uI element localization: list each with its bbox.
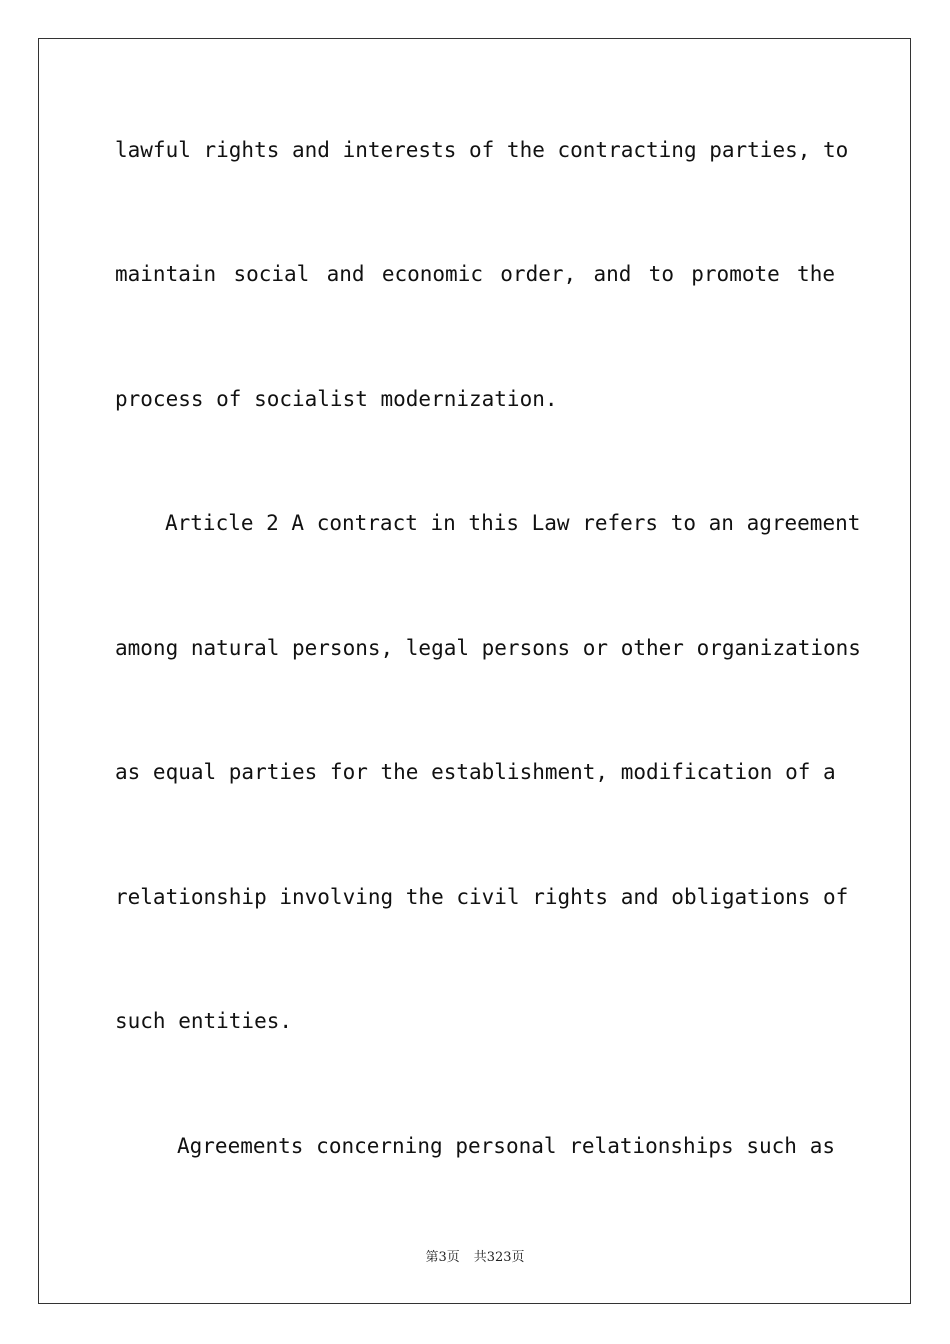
text-line: lawful rights and interests of the contracting parties, to — [115, 138, 849, 162]
text-line: among natural persons, legal persons or other organizations — [115, 636, 861, 660]
total-pages: 共323页 — [473, 1250, 525, 1265]
paragraph-start-line: Agreements concerning personal relationships such as — [177, 1134, 835, 1158]
page-number: 第3页 — [425, 1250, 460, 1265]
text-line: relationship involving the civil rights and obligations of — [115, 885, 849, 909]
text-line: as equal parties for the establishment, modification of a — [115, 760, 836, 784]
article-2-heading-line: Article 2 A contract in this Law refers to an agreement — [165, 511, 861, 535]
text-line: such entities. — [115, 1009, 293, 1033]
text-line: maintain social and economic order, and to promote the — [115, 262, 835, 286]
page-footer — [0, 1246, 950, 1265]
page-border — [38, 38, 911, 1304]
text-line: process of socialist modernization. — [115, 387, 558, 411]
